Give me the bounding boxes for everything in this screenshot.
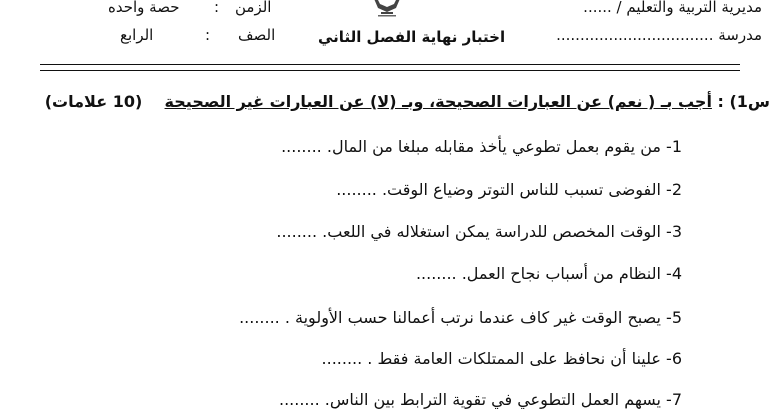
header-rule-top xyxy=(40,64,740,65)
statement-6: 6- علينا أن نحافظ على الممتلكات العامة فقط . ........ xyxy=(321,349,682,368)
question-instruction: أجب بـ ( نعم) عن العبارات الصحيحة، وبـ (لا) عن العبارات غير الصحيحة xyxy=(164,92,712,111)
statement-4: 4- النظام من أسباب نجاح العمل. ........ xyxy=(415,264,682,283)
statement-7: 7- يسهم العمل التطوعي في تقوية الترابط بين الناس. ........ xyxy=(279,390,682,409)
question-prefix: س1) : xyxy=(717,92,770,111)
grade-value: الرابع xyxy=(120,26,154,44)
question-marks: (10 علامات) xyxy=(44,92,143,111)
header-rule-bottom xyxy=(40,70,740,71)
emblem-icon xyxy=(368,0,406,18)
directorate-line: مديرية التربية والتعليم / ...... xyxy=(583,0,762,16)
grade-colon: : xyxy=(205,26,211,44)
statement-5: 5- يصبح الوقت غير كاف عندما نرتب أعمالنا حسب الأولوية . ........ xyxy=(239,308,682,327)
grade-label: الصف xyxy=(238,26,276,44)
school-line: مدرسة ................................. xyxy=(556,26,762,44)
time-colon: : xyxy=(214,0,220,16)
statement-2: 2- الفوضى تسبب للناس التوتر وضياع الوقت. ........ xyxy=(336,180,682,199)
statement-3: 3- الوقت المخصص للدراسة يمكن استغلاله في اللعب. ........ xyxy=(276,222,682,241)
time-label: الزمن xyxy=(235,0,272,16)
question-heading xyxy=(45,92,770,111)
exam-title: اختبار نهاية الفصل الثاني xyxy=(318,28,506,46)
statement-1: 1- من يقوم بعمل تطوعي يأخذ مقابله مبلغا من المال. ........ xyxy=(281,137,682,156)
time-value: حصة واحده xyxy=(108,0,180,16)
